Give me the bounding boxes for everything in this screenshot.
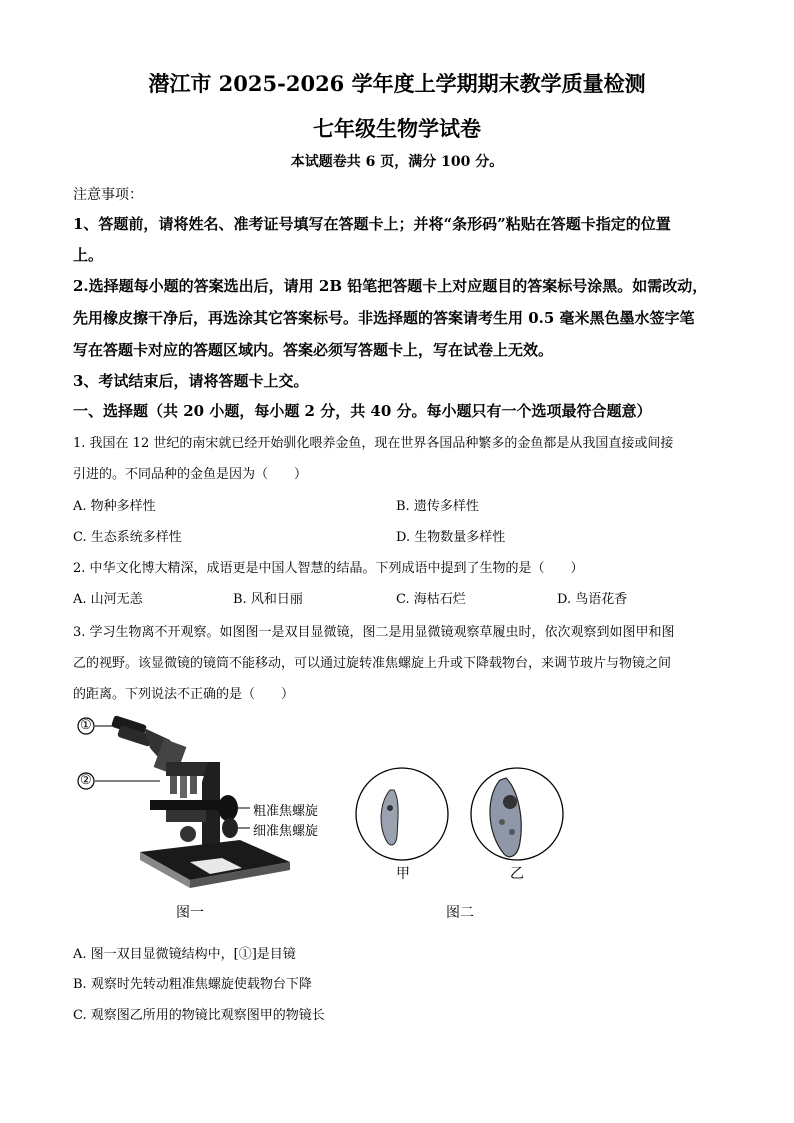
notice-heading: 注意事项： (73, 187, 143, 203)
field-jia-circle (356, 768, 448, 860)
question-2-option-d: D. 鸟语花香 (557, 592, 628, 607)
question-3-option-a: A. 图一双目显微镜结构中，[①]是目镜 (73, 947, 296, 962)
question-1-line-2: 引进的。不同品种的金鱼是因为（ ） (73, 467, 308, 482)
question-3-line-1: 3. 学习生物离不开观察。如图图一是双目显微镜，图二是用显微镜观察草履虫时，依次观察到如图甲和图 (73, 625, 675, 640)
objective-icon (170, 776, 197, 798)
question-1-option-b: B. 遗传多样性 (396, 499, 479, 514)
exam-subject-title: 七年级生物学试卷 (313, 116, 481, 141)
paramecium-small-icon (381, 790, 398, 845)
microscope-head (166, 762, 208, 776)
notice-item-2-line-1: 2.选择题每小题的答案选出后，请用 2B 铅笔把答题卡上对应题目的答案标号涂黑。如需改动， (73, 277, 708, 295)
fine-knob-icon (222, 818, 238, 838)
notice-item-3: 3、考试结束后，请将答题卡上交。 (73, 372, 309, 390)
field-of-view-figure (350, 762, 580, 872)
question-3-line-3: 的距离。下列说法不正确的是（ ） (73, 687, 295, 702)
notice-item-2-line-3: 写在答题卡对应的答题区域内。答案必须写答题卡上，写在试卷上无效。 (73, 341, 554, 359)
marker-2: ② (80, 773, 92, 788)
label-jia: 甲 (396, 866, 410, 882)
question-2-option-a: A. 山河无恙 (73, 592, 143, 607)
question-1-option-d: D. 生物数量多样性 (396, 530, 506, 545)
question-3-option-b: B. 观察时先转动粗准焦螺旋使载物台下降 (73, 977, 312, 992)
figure-2-caption: 图二 (446, 905, 474, 921)
question-2-option-c: C. 海枯石烂 (396, 592, 466, 607)
section-heading: 一、选择题（共 20 小题，每小题 2 分，共 40 分。每小题只有一个选项最符合题意） (73, 402, 652, 420)
notice-item-1-line-1: 1、答题前，请将姓名、准考证号填写在答题卡上；并将“条形码”粘贴在答题卡指定的位置 (73, 215, 671, 233)
notice-item-1-line-2: 上。 (73, 246, 104, 264)
figure-1-caption: 图一 (176, 905, 204, 921)
coarse-knob-icon (218, 795, 238, 821)
question-2-option-b: B. 风和日丽 (233, 592, 303, 607)
question-1-line-1: 1. 我国在 12 世纪的南宋就已经开始驯化喂养金鱼，现在世界各国品种繁多的金鱼都是从我国直接或间接 (73, 436, 674, 451)
paramecium-large-icon (490, 778, 521, 857)
question-1-option-c: C. 生态系统多样性 (73, 530, 182, 545)
notice-item-2-line-2: 先用橡皮擦干净后，再选涂其它答案标号。非选择题的答案请考生用 0.5 毫米黑色墨水签字笔 (73, 309, 695, 327)
fine-focus-label: 细准焦螺旋 (253, 824, 319, 839)
exam-subtitle: 本试题卷共 6 页，满分 100 分。 (290, 154, 504, 170)
question-2-line-1: 2. 中华文化博大精深，成语更是中国人智慧的结晶。下列成语中提到了生物的是（ ） (73, 561, 584, 576)
label-yi: 乙 (510, 866, 524, 882)
question-3-line-2: 乙的视野。该显微镜的镜筒不能移动，可以通过旋转准焦螺旋上升或下降载物台，来调节玻片与物镜之间 (73, 656, 672, 671)
coarse-focus-label: 粗准焦螺旋 (253, 804, 319, 819)
question-3-option-c: C. 观察图乙所用的物镜比观察图甲的物镜长 (73, 1008, 325, 1023)
marker-1: ① (80, 718, 92, 733)
exam-title: 潜江市 2025-2026 学年度上学期期末教学质量检测 (148, 71, 646, 96)
question-1-option-a: A. 物种多样性 (73, 499, 156, 514)
